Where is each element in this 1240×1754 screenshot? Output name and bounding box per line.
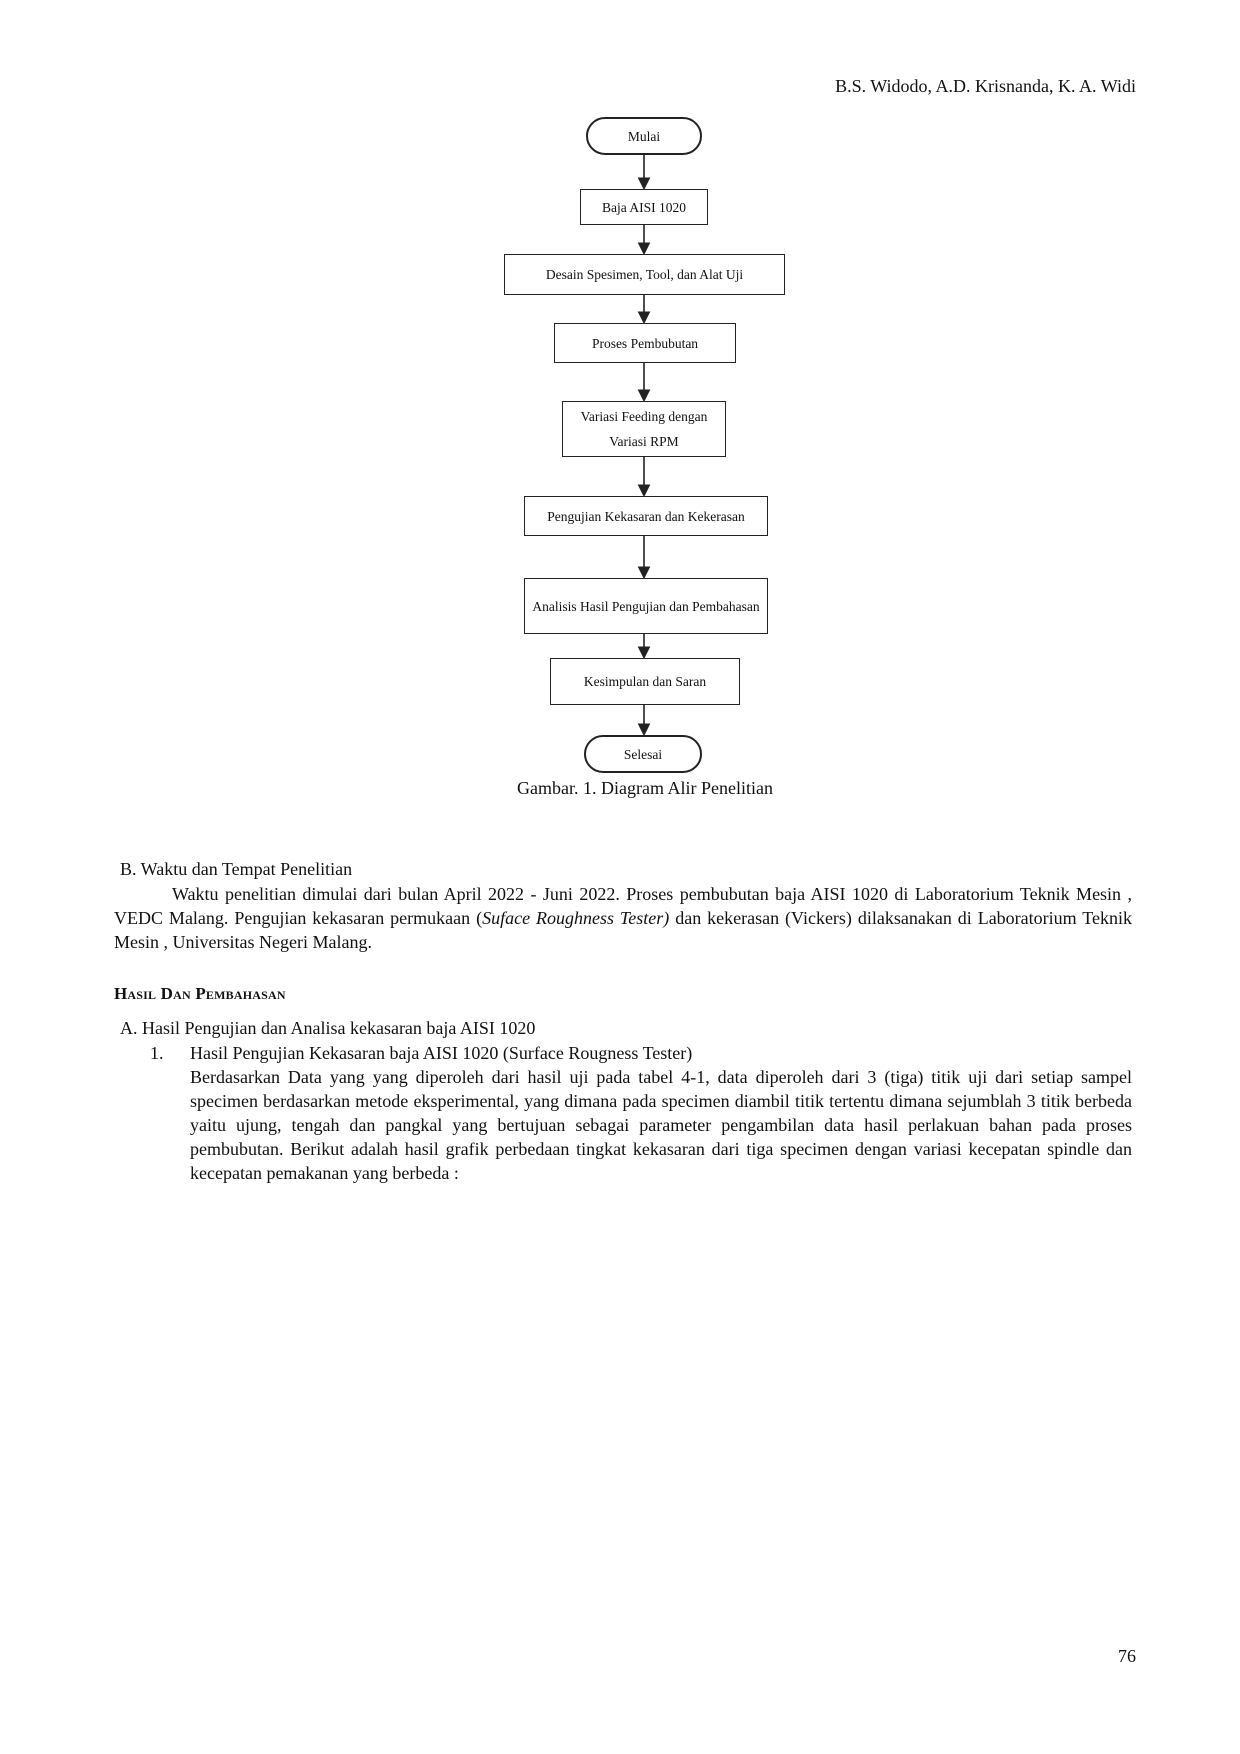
flowchart-step: Kesimpulan dan Saran: [550, 658, 740, 705]
section-b-text-italic: Suface Roughness Tester): [482, 908, 670, 928]
flowchart-step: Pengujian Kekasaran dan Kekerasan: [524, 496, 768, 536]
section-b-heading: B. Waktu dan Tempat Penelitian: [120, 859, 353, 879]
figure-caption: Gambar. 1. Diagram Alir Penelitian: [517, 778, 773, 798]
list-item-number: 1.: [150, 1043, 164, 1063]
results-subheading-a: A. Hasil Pengujian dan Analisa kekasaran baja AISI 1020: [120, 1018, 536, 1038]
results-paragraph: Berdasarkan Data yang yang diperoleh dari hasil uji pada tabel 4-1, data diperoleh dari 3 (tiga) titik uji dari setiap sampel specimen berdasarkan metode eksperimental, yang dimana pada specimen diambil titik tertentu dimana sejumblah 3 titik berbeda yaitu ujung, tengah dan pangkal yang bertujuan sebagai parameter pengambilan data hasil perlakuan bahan pada proses pembubutan. Berikut adalah hasil grafik perbedaan tingkat kekasaran dari tiga specimen dengan variasi kecepatan spindle dan kecepatan pemakanan yang berbeda :: [190, 1067, 1132, 1183]
flowchart-step: Analisis Hasil Pengujian dan Pembahasan: [524, 578, 768, 634]
running-header: B.S. Widodo, A.D. Krisnanda, K. A. Widi: [835, 76, 1136, 96]
research-flowchart: [490, 115, 800, 775]
list-item-title: Hasil Pengujian Kekasaran baja AISI 1020 (Surface Rougness Tester): [190, 1043, 693, 1063]
results-section-heading: Hasil Dan Pembahasan: [114, 984, 286, 1003]
flowchart-end-terminal: Selesai: [584, 735, 702, 773]
section-b-text-1: Waktu penelitian dimulai dari bulan April 2022 - Juni 2022. Proses pembubutan baja AISI 1020 di Laboratorium Teknik Mesin , VEDC Malang. Pengujian kekasaran permukaan (: [114, 884, 1132, 928]
page-number: 76: [1118, 1646, 1136, 1666]
flowchart-start-terminal: Mulai: [586, 117, 702, 155]
flowchart-step: Baja AISI 1020: [580, 189, 708, 225]
section-b-text-2: dan kekerasan (Vickers) dilaksanakan di Laboratorium Teknik Mesin , Universitas Negeri Malang.: [114, 908, 1132, 952]
flowchart-step: Variasi Feeding dengan Variasi RPM: [562, 401, 726, 457]
flowchart-step: Proses Pembubutan: [554, 323, 736, 363]
section-b-paragraph: [114, 882, 1132, 954]
flowchart-step: Desain Spesimen, Tool, dan Alat Uji: [504, 254, 785, 295]
